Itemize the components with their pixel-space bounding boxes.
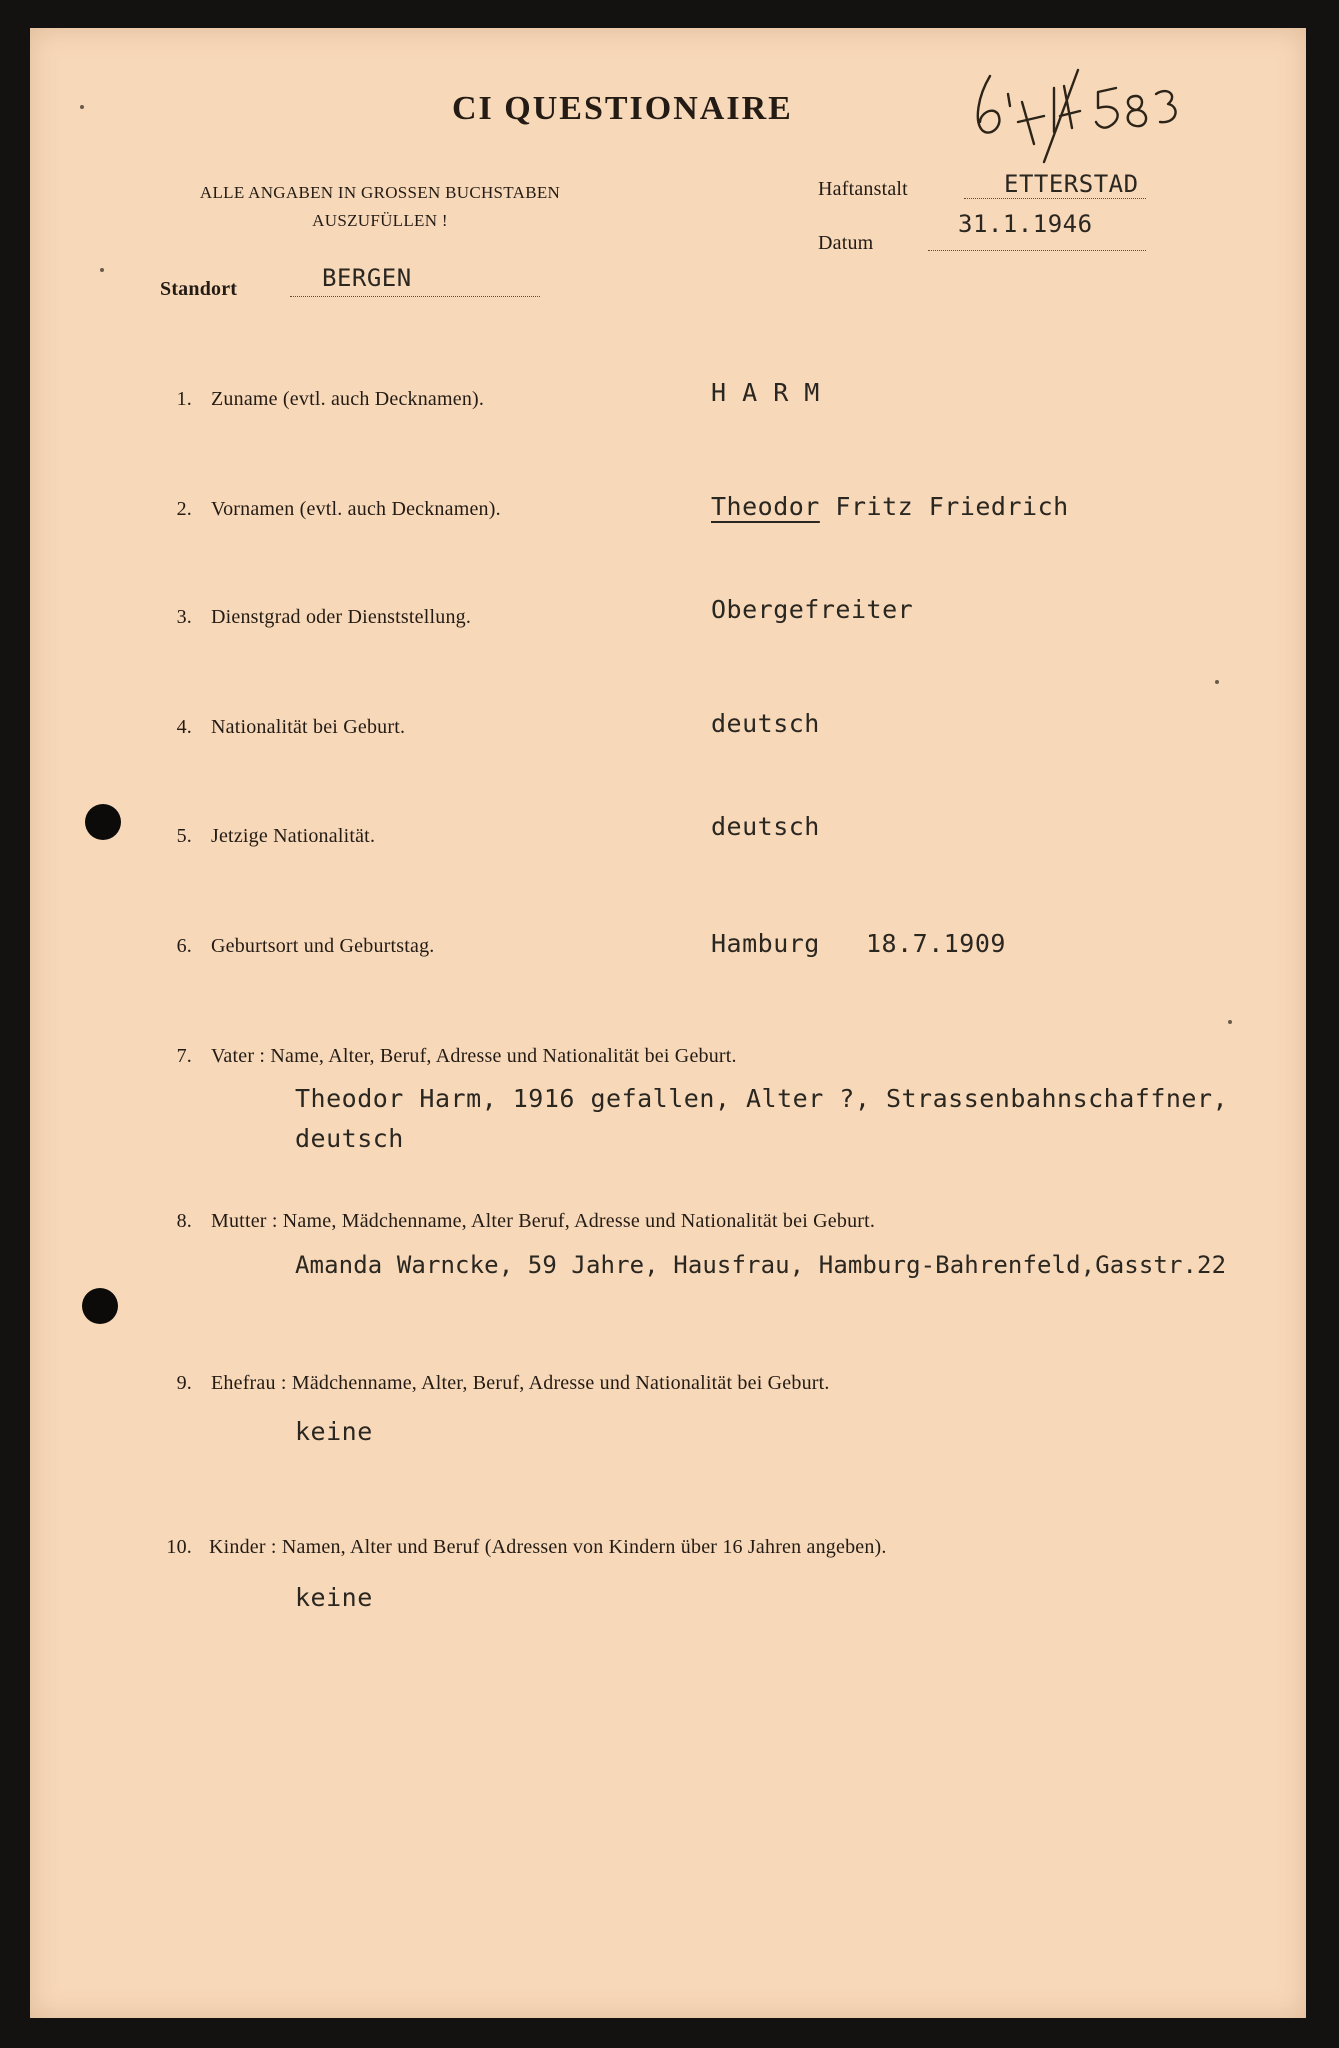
q6-number: 6. (176, 935, 192, 957)
q1-answer: H A R M (711, 378, 820, 407)
q6-label: Geburtsort und Geburtstag. (211, 935, 435, 957)
q5-label: Jetzige Nationalität. (211, 825, 376, 847)
q8-label: Mutter : Name, Mädchenname, Alter Beruf, Adresse und Nationalität bei Geburt. (211, 1210, 876, 1232)
q3-label: Dienstgrad oder Dienststellung. (211, 606, 472, 628)
standort-line (290, 296, 540, 297)
q2-label: Vornamen (evtl. auch Decknamen). (211, 498, 501, 520)
form-title: CI QUESTIONAIRE (452, 90, 793, 127)
q10-answer: keine (295, 1583, 373, 1612)
handwritten-reference (968, 66, 1188, 170)
punch-hole-upper (85, 804, 121, 840)
q9-label: Ehefrau : Mädchenname, Alter, Beruf, Adresse und Nationalität bei Geburt. (211, 1372, 830, 1394)
q3-number: 3. (176, 606, 192, 628)
q2-answer-rest: Fritz Friedrich (835, 492, 1069, 521)
q4-answer: deutsch (711, 709, 820, 738)
datum-value: 31.1.1946 (958, 210, 1093, 238)
datum-line (928, 250, 1146, 251)
q9-answer: keine (295, 1417, 373, 1446)
q6-answer-date: 18.7.1909 (866, 929, 1006, 958)
standort-value: BERGEN (322, 264, 412, 292)
q5-number: 5. (176, 825, 192, 847)
q6-answer-place: Hamburg (711, 929, 820, 958)
punch-hole-lower (82, 1288, 118, 1324)
q2-answer-underlined: Theodor (711, 492, 820, 521)
q3-answer: Obergefreiter (711, 595, 914, 624)
datum-label: Datum (818, 232, 874, 254)
q2-number: 2. (176, 498, 192, 520)
paper-speck (1228, 1020, 1232, 1024)
standort-label: Standort (160, 278, 238, 300)
q8-number: 8. (176, 1210, 192, 1232)
paper-speck (80, 105, 84, 109)
document-page (30, 28, 1306, 2018)
instruction-line-2: AUSZUFÜLLEN ! (312, 211, 448, 230)
paper-speck (100, 268, 104, 272)
q5-answer: deutsch (711, 812, 820, 841)
q7-answer-line2: deutsch (295, 1124, 404, 1153)
q1-number: 1. (176, 388, 192, 410)
instruction-text (160, 179, 600, 235)
q7-label: Vater : Name, Alter, Beruf, Adresse und Nationalität bei Geburt. (211, 1045, 737, 1067)
q7-number: 7. (176, 1045, 192, 1067)
q4-number: 4. (176, 716, 192, 738)
instruction-line-1: ALLE ANGABEN IN GROSSEN BUCHSTABEN (199, 183, 561, 202)
q2-answer (711, 492, 1069, 521)
q4-label: Nationalität bei Geburt. (211, 716, 406, 738)
q10-number: 10. (166, 1536, 192, 1558)
q8-answer: Amanda Warncke, 59 Jahre, Hausfrau, Hamburg-Bahrenfeld,Gasstr.22 (295, 1251, 1227, 1279)
haftanstalt-value: ETTERSTAD (1004, 170, 1139, 198)
q9-number: 9. (176, 1372, 192, 1394)
haftanstalt-line (964, 198, 1146, 199)
q7-answer-line1: Theodor Harm, 1916 gefallen, Alter ?, Strassenbahnschaffner, (295, 1084, 1229, 1113)
paper-speck (1215, 680, 1219, 684)
q1-label: Zuname (evtl. auch Decknamen). (211, 388, 485, 410)
q10-label: Kinder : Namen, Alter und Beruf (Adressen von Kindern über 16 Jahren angeben). (209, 1536, 887, 1558)
haftanstalt-label: Haftanstalt (818, 178, 908, 200)
